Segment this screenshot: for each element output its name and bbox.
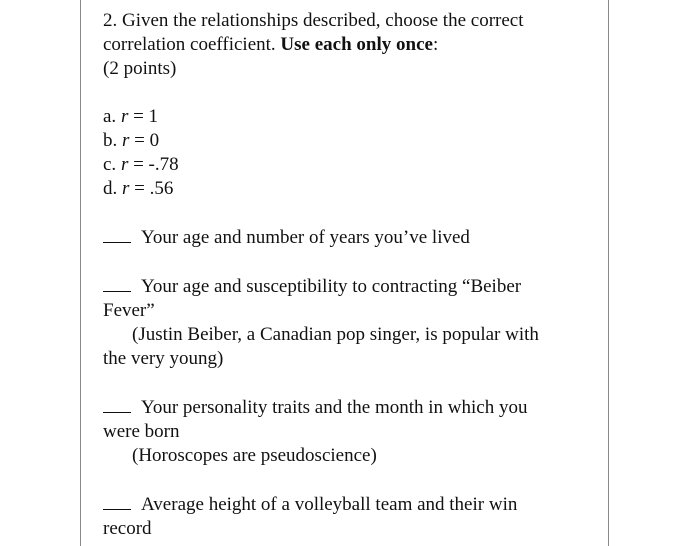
answer-blank[interactable] xyxy=(103,492,131,510)
item-4-continued: record xyxy=(103,518,152,539)
item-4 xyxy=(103,492,593,517)
question-header-line2 xyxy=(103,33,593,57)
question-points: (2 points) xyxy=(103,58,177,79)
header-colon: : xyxy=(432,34,439,55)
instruction-bold: Use each only once xyxy=(280,34,433,55)
header-text: correlation coefficient. xyxy=(103,34,281,55)
item-3 xyxy=(103,395,593,420)
option-letter: a. xyxy=(103,106,121,127)
item-2-note-continued: the very young) xyxy=(103,348,224,369)
question-header-line1: 2. Given the relationships described, choose the correct xyxy=(103,10,524,31)
answer-blank[interactable] xyxy=(103,274,131,292)
option-value: = 0 xyxy=(129,130,160,151)
answer-blank[interactable] xyxy=(103,225,131,243)
option-c xyxy=(103,153,593,177)
item-2-continued: Fever” xyxy=(103,300,155,321)
item-2 xyxy=(103,274,593,299)
item-text: Your age and number of years you’ve lived xyxy=(141,227,470,248)
option-letter: d. xyxy=(103,178,122,199)
item-text: Your personality traits and the month in which you xyxy=(141,397,528,418)
item-2-note: (Justin Beiber, a Canadian pop singer, is popular with xyxy=(132,324,539,345)
item-text: Your age and susceptibility to contracting “Beiber xyxy=(141,276,522,297)
item-3-continued: were born xyxy=(103,421,180,442)
option-d xyxy=(103,177,593,201)
item-3-note: (Horoscopes are pseudoscience) xyxy=(132,445,377,466)
question-content xyxy=(103,9,593,541)
answer-blank[interactable] xyxy=(103,395,131,413)
option-value: = .56 xyxy=(129,178,174,199)
option-var: r xyxy=(120,106,129,127)
option-a xyxy=(103,105,593,129)
option-b xyxy=(103,129,593,153)
option-var: r xyxy=(120,154,129,175)
option-value: = -.78 xyxy=(128,154,179,175)
option-letter: b. xyxy=(103,130,122,151)
option-letter: c. xyxy=(103,154,121,175)
item-text: Average height of a volleyball team and their win xyxy=(141,494,518,515)
item-1 xyxy=(103,225,593,250)
option-var: r xyxy=(122,130,130,151)
option-value: = 1 xyxy=(128,106,159,127)
option-var: r xyxy=(122,178,130,199)
